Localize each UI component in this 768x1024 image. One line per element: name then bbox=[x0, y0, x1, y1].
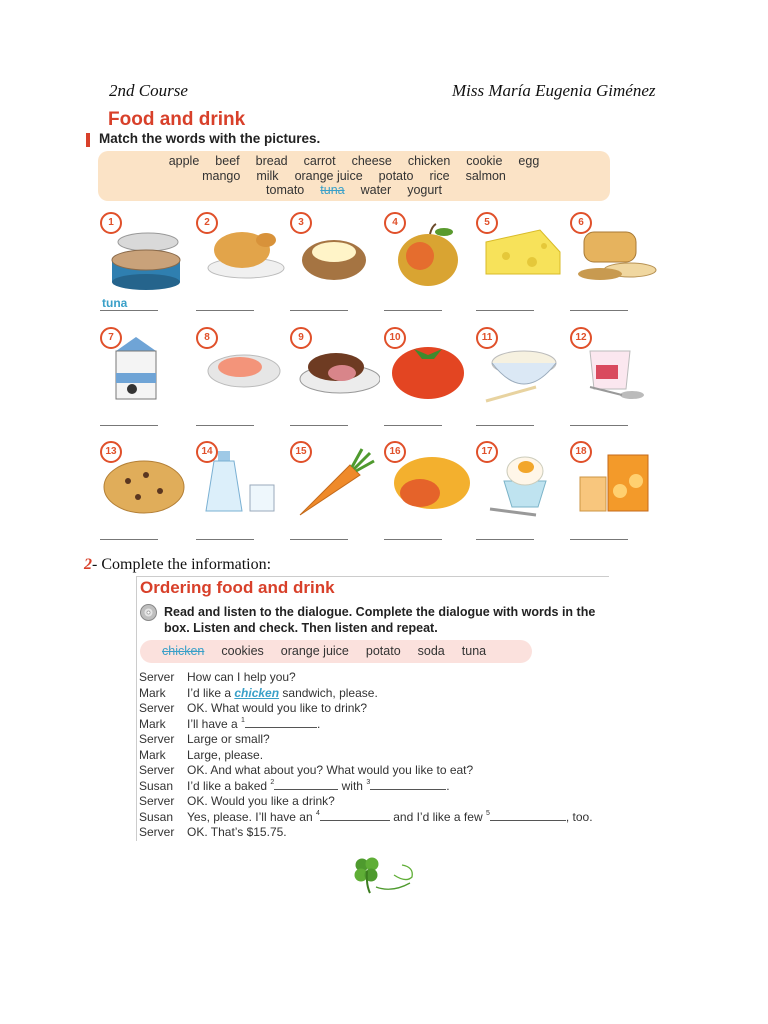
blank-1[interactable] bbox=[241, 717, 317, 731]
picture-item-17 bbox=[476, 441, 566, 541]
picture-item-6 bbox=[570, 212, 660, 312]
item-number-badge: 5 bbox=[476, 212, 498, 234]
line-text: OK. What would you like to drink? bbox=[187, 701, 368, 715]
picture-item-9 bbox=[290, 327, 380, 427]
line-text: , too. bbox=[565, 809, 593, 824]
exercise1-number-mark bbox=[86, 133, 90, 147]
speaker-name: Mark bbox=[139, 747, 166, 762]
dialogue-line bbox=[139, 701, 593, 717]
answer-line[interactable] bbox=[570, 539, 628, 540]
blank-line[interactable] bbox=[370, 779, 446, 790]
box-word-potato: potato bbox=[365, 644, 401, 658]
exercise2-title: Ordering food and drink bbox=[140, 578, 335, 597]
item-number-badge: 18 bbox=[570, 441, 592, 463]
good-luck-clover-logo bbox=[350, 853, 418, 897]
line-text: OK. Would you like a drink? bbox=[187, 794, 335, 808]
item-number-badge: 6 bbox=[570, 212, 592, 234]
exercise2-label-text: - Complete the information: bbox=[92, 556, 272, 573]
item-number-badge: 9 bbox=[290, 327, 312, 349]
speaker-name: Mark bbox=[139, 716, 166, 731]
answer-line[interactable] bbox=[196, 310, 254, 311]
answer-text: tuna bbox=[102, 296, 128, 310]
blank-line[interactable] bbox=[490, 810, 566, 821]
line-text: OK. That’s $15.75. bbox=[187, 825, 287, 839]
exercise1-title: Food and drink bbox=[108, 109, 246, 130]
word-row-3 bbox=[98, 183, 610, 197]
box-word-soda: soda bbox=[417, 644, 445, 658]
item-number-badge: 3 bbox=[290, 212, 312, 234]
answer-line[interactable] bbox=[476, 425, 534, 426]
answer-line[interactable] bbox=[290, 539, 348, 540]
word-orange-juice: orange juice bbox=[294, 169, 363, 183]
item-number-badge: 16 bbox=[384, 441, 406, 463]
filled-answer: chicken bbox=[234, 685, 280, 700]
item-number-badge: 10 bbox=[384, 327, 406, 349]
picture-item-13 bbox=[100, 441, 190, 541]
answer-line[interactable] bbox=[100, 425, 158, 426]
word-apple: apple bbox=[168, 154, 200, 168]
picture-item-3 bbox=[290, 212, 380, 312]
picture-item-1 bbox=[100, 212, 190, 312]
line-text: . bbox=[446, 778, 450, 793]
dialogue bbox=[139, 670, 593, 841]
blank-line[interactable] bbox=[245, 717, 317, 728]
item-number-badge: 12 bbox=[570, 327, 592, 349]
course-label: 2nd Course bbox=[109, 81, 188, 100]
dialogue-line bbox=[139, 825, 593, 841]
box-word-tuna: tuna bbox=[461, 644, 487, 658]
picture-item-5 bbox=[476, 212, 566, 312]
blank-number: 1 bbox=[241, 716, 245, 724]
line-text: with bbox=[338, 778, 367, 793]
item-number-badge: 13 bbox=[100, 441, 122, 463]
line-text: sandwich, please. bbox=[279, 685, 378, 700]
word-tuna: tuna bbox=[320, 183, 345, 197]
dialogue-line bbox=[139, 810, 593, 826]
line-text: Yes, please. I’ll have an bbox=[187, 809, 316, 824]
word-beef: beef bbox=[215, 154, 240, 168]
word-egg: egg bbox=[518, 154, 540, 168]
dialogue-line bbox=[139, 748, 593, 764]
answer-line[interactable] bbox=[100, 310, 158, 311]
exercise2-label bbox=[84, 556, 271, 574]
dialogue-line bbox=[139, 779, 593, 795]
picture-item-16 bbox=[384, 441, 474, 541]
blank-5[interactable] bbox=[486, 810, 566, 824]
picture-item-2 bbox=[196, 212, 286, 312]
blank-3[interactable] bbox=[366, 779, 446, 793]
audio-cd-icon bbox=[140, 604, 157, 621]
line-text: I’ll have a bbox=[187, 716, 242, 731]
speaker-name: Server bbox=[139, 763, 175, 777]
picture-item-18 bbox=[570, 441, 660, 541]
blank-line[interactable] bbox=[274, 779, 338, 790]
line-text: I’d like a baked bbox=[187, 778, 271, 793]
speaker-name: Susan bbox=[139, 809, 174, 824]
dialogue-line bbox=[139, 670, 593, 686]
dialogue-line bbox=[139, 763, 593, 779]
blank-line[interactable] bbox=[320, 810, 390, 821]
blank-number: 2 bbox=[270, 778, 275, 786]
word-salmon: salmon bbox=[465, 169, 506, 183]
word-row-2 bbox=[98, 169, 610, 183]
word-milk: milk bbox=[256, 169, 279, 183]
line-text: OK. And what about you? What would you like to eat? bbox=[187, 763, 474, 777]
dialogue-word-box bbox=[140, 640, 532, 663]
dialogue-line bbox=[139, 732, 593, 748]
speaker-name: Server bbox=[139, 701, 175, 715]
speaker-name: Server bbox=[139, 825, 175, 839]
item-number-badge: 14 bbox=[196, 441, 218, 463]
item-number-badge: 2 bbox=[196, 212, 218, 234]
dialogue-word-list bbox=[162, 644, 503, 658]
word-cheese: cheese bbox=[351, 154, 392, 168]
picture-item-4 bbox=[384, 212, 474, 312]
item-number-badge: 11 bbox=[476, 327, 498, 349]
dialogue-line bbox=[139, 686, 593, 702]
speaker-name: Server bbox=[139, 670, 175, 684]
word-carrot: carrot bbox=[303, 154, 336, 168]
speaker-name: Susan bbox=[139, 778, 174, 793]
box-word-chicken: chicken bbox=[162, 644, 205, 658]
word-yogurt: yogurt bbox=[407, 183, 442, 197]
picture-item-15 bbox=[290, 441, 380, 541]
answer-line[interactable] bbox=[476, 539, 534, 540]
answer-line[interactable] bbox=[570, 425, 628, 426]
word-chicken: chicken bbox=[407, 154, 451, 168]
blank-number: 3 bbox=[366, 778, 371, 786]
word-tomato: tomato bbox=[266, 183, 305, 197]
answer-line[interactable] bbox=[476, 310, 534, 311]
picture-item-8 bbox=[196, 327, 286, 427]
exercise2-instruction: Read and listen to the dialogue. Complete the dialogue with words in the box. Listen and check. Then listen and repeat. bbox=[164, 605, 596, 635]
picture-item-7 bbox=[100, 327, 190, 427]
word-box bbox=[98, 151, 610, 201]
word-potato: potato bbox=[378, 169, 414, 183]
word-bread: bread bbox=[255, 154, 288, 168]
word-rice: rice bbox=[429, 169, 450, 183]
blank-number: 5 bbox=[485, 809, 490, 817]
item-number-badge: 8 bbox=[196, 327, 218, 349]
dialogue-line bbox=[139, 717, 593, 733]
blank-2[interactable] bbox=[270, 779, 338, 793]
line-text: . bbox=[316, 716, 321, 731]
exercise2-number: 2 bbox=[84, 556, 92, 573]
blank-4[interactable] bbox=[316, 810, 390, 824]
box-word-orange-juice: orange juice bbox=[280, 644, 349, 658]
answer-line[interactable] bbox=[290, 425, 348, 426]
answer-line[interactable] bbox=[100, 539, 158, 540]
answer-line[interactable] bbox=[384, 539, 442, 540]
item-number-badge: 7 bbox=[100, 327, 122, 349]
blank-number: 4 bbox=[315, 809, 320, 817]
answer-line[interactable] bbox=[384, 425, 442, 426]
answer-line[interactable] bbox=[570, 310, 628, 311]
exercise1-instruction: Match the words with the pictures. bbox=[99, 131, 321, 146]
answer-line[interactable] bbox=[196, 425, 254, 426]
line-text: I’d like a bbox=[187, 685, 235, 700]
word-water: water bbox=[360, 183, 392, 197]
answer-line[interactable] bbox=[290, 310, 348, 311]
line-text: How can I help you? bbox=[187, 670, 296, 684]
item-number-badge: 17 bbox=[476, 441, 498, 463]
speaker-name: Server bbox=[139, 732, 175, 746]
answer-line[interactable] bbox=[384, 310, 442, 311]
speaker-name: Mark bbox=[139, 685, 166, 700]
item-number-badge: 4 bbox=[384, 212, 406, 234]
box-word-cookies: cookies bbox=[221, 644, 264, 658]
speaker-name: Server bbox=[139, 794, 175, 808]
item-number-badge: 1 bbox=[100, 212, 122, 234]
answer-line[interactable] bbox=[196, 539, 254, 540]
line-text: Large, please. bbox=[187, 747, 264, 762]
item-number-badge: 15 bbox=[290, 441, 312, 463]
word-cookie: cookie bbox=[466, 154, 503, 168]
picture-item-11 bbox=[476, 327, 566, 427]
dialogue-line bbox=[139, 794, 593, 810]
picture-item-12 bbox=[570, 327, 660, 427]
word-row-1 bbox=[98, 154, 610, 168]
teacher-name: Miss María Eugenia Giménez bbox=[452, 81, 656, 100]
line-text: Large or small? bbox=[187, 732, 270, 746]
word-mango: mango bbox=[202, 169, 241, 183]
picture-item-10 bbox=[384, 327, 474, 427]
line-text: and I’d like a few bbox=[389, 809, 486, 824]
picture-item-14 bbox=[196, 441, 286, 541]
